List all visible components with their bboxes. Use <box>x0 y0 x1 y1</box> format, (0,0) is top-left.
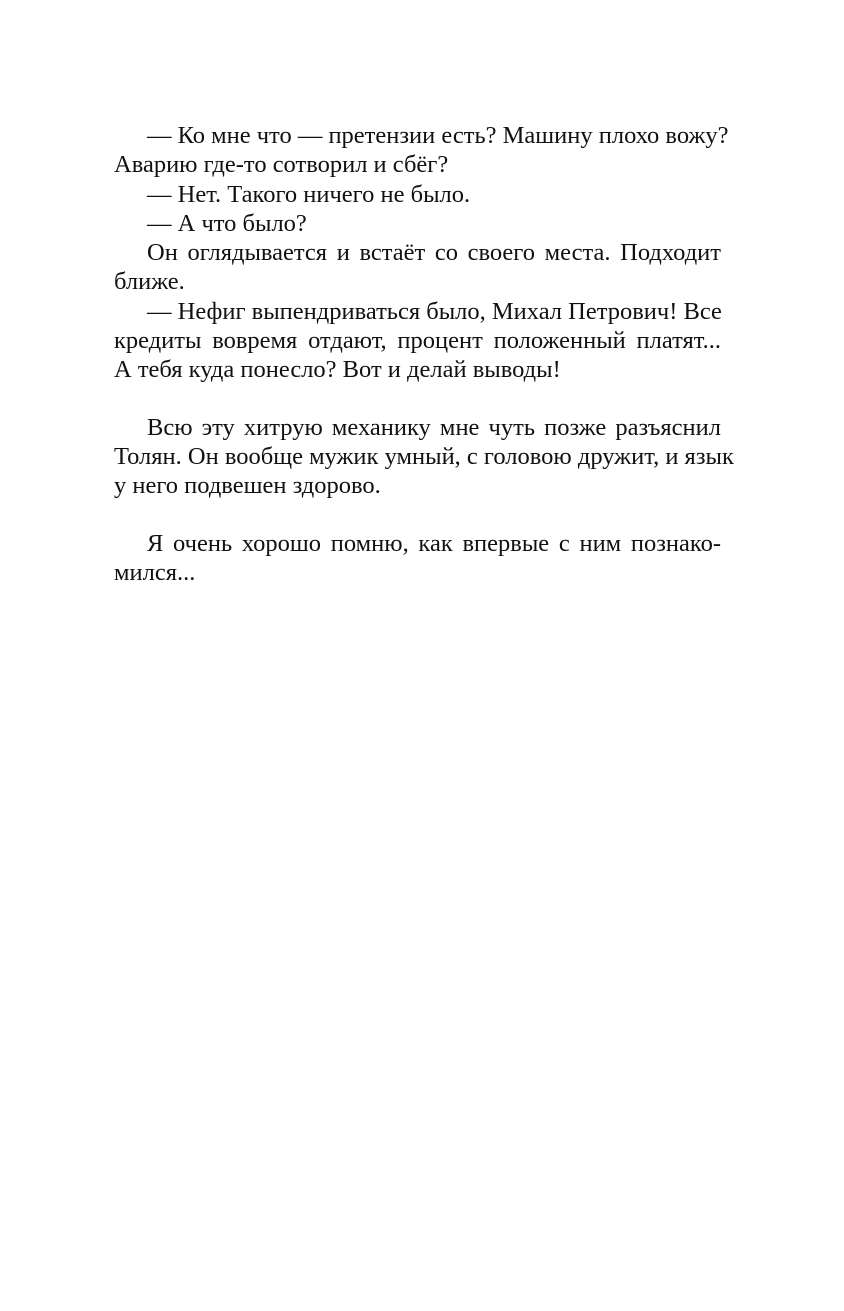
text-line: — Нет. Такого ничего не было. <box>147 180 471 208</box>
paragraph <box>114 297 721 385</box>
paragraph <box>114 413 734 501</box>
text-line: — А что было? <box>147 209 307 237</box>
text-line: Всю эту хитрую механику мне чуть позже разъяснил <box>147 413 721 441</box>
paragraph <box>114 529 721 588</box>
text-line: — Ко мне что — претензии есть? Машину плохо вожу? <box>147 122 729 149</box>
text-line: Я очень хорошо помню, как впервые с ним познако- <box>147 529 721 557</box>
text-line: мился... <box>114 558 196 586</box>
text-line: Толян. Он вообще мужик умный, с головою дружит, и язык <box>114 442 734 470</box>
section-gap <box>114 501 721 529</box>
text-line: А тебя куда понесло? Вот и делай выводы! <box>114 356 561 384</box>
paragraph <box>114 209 721 238</box>
paragraph <box>114 121 729 180</box>
section-gap <box>114 385 721 413</box>
text-line: у него подвешен здорово. <box>114 472 381 500</box>
text-line: кредиты вовремя отдают, процент положенный платят... <box>114 327 721 355</box>
text-line: ближе. <box>114 268 185 296</box>
body-text <box>114 121 734 587</box>
text-line: — Нефиг выпендриваться было, Михал Петрович! Все <box>147 297 722 325</box>
text-line: Аварию где-то сотворил и сбёг? <box>114 151 449 179</box>
paragraph <box>114 238 721 297</box>
text-line: Он оглядывается и встаёт со своего места. Подходит <box>147 239 721 267</box>
paragraph <box>114 180 721 209</box>
